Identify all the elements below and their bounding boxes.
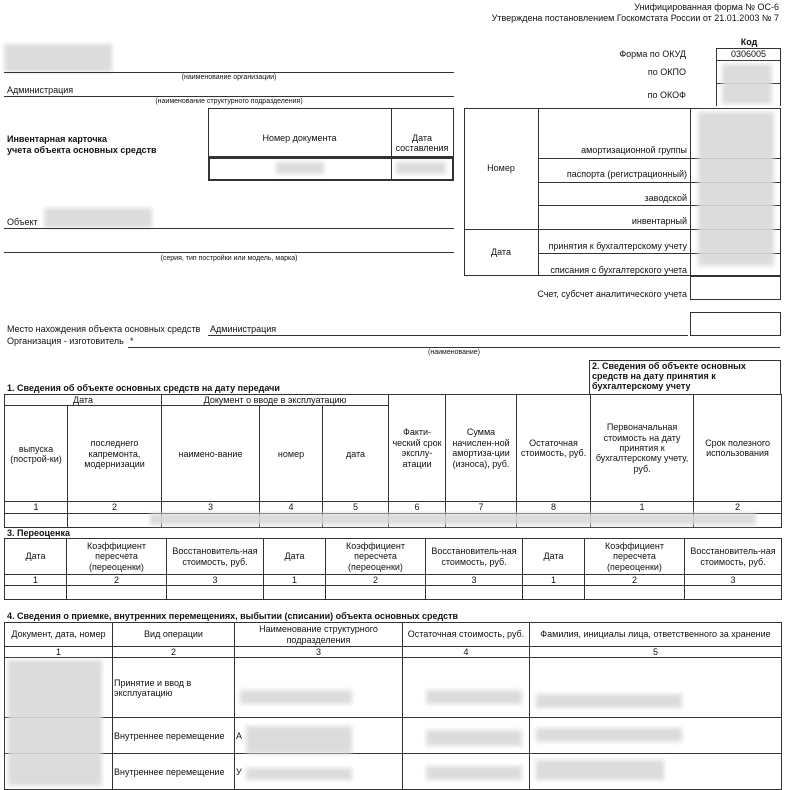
redacted-residual-2 xyxy=(426,730,522,746)
section3-title: 3. Переоценка xyxy=(7,528,70,538)
unit-underline xyxy=(4,96,454,97)
side-account: Счет, субсчет аналитического учета xyxy=(537,289,687,299)
okpo-label: по ОКПО xyxy=(647,67,686,77)
col-num: 4 xyxy=(403,647,530,658)
last-repair-header: последнего капремонта, модернизации xyxy=(68,406,162,502)
col-num: 1 xyxy=(5,647,113,658)
reval-coef-header: Коэффициент пересчета (переоценки) xyxy=(585,539,685,575)
residual-col-header: Остаточная стоимость, руб. xyxy=(403,623,530,647)
data-cell xyxy=(264,586,326,600)
side-writeoff: списания с бухгалтерского учета xyxy=(550,265,687,275)
table-row-unit: У xyxy=(235,754,403,790)
redacted-side-values xyxy=(698,112,774,266)
initial-cost-header: Первоначальная стоимость на дату принятия к бухгалтерскому учету, руб. xyxy=(591,395,694,502)
reval-restored-header: Восстановитель-ная стоимость, руб. xyxy=(685,539,782,575)
redacted-unit-1 xyxy=(240,690,352,704)
col-num: 1 xyxy=(523,575,585,586)
location-value: Администрация xyxy=(210,324,277,334)
col-num: 2 xyxy=(694,502,782,513)
redacted-doc-column xyxy=(8,660,102,786)
data-cell xyxy=(585,586,685,600)
reval-coef-header: Коэффициент пересчета (переоценки) xyxy=(326,539,426,575)
doc-group-header: Документ о вводе в эксплуатацию xyxy=(162,395,389,406)
okof-label: по ОКОФ xyxy=(647,90,686,100)
col-num: 4 xyxy=(260,502,323,513)
section2-top-border xyxy=(589,360,781,361)
col-num: 2 xyxy=(67,575,167,586)
section2-left-border xyxy=(589,360,590,395)
data-cell xyxy=(523,586,585,600)
org-caption: (наименование организации) xyxy=(181,74,277,81)
table-row-residual xyxy=(403,658,530,718)
unit-value: Администрация xyxy=(7,85,74,95)
data-cell xyxy=(5,513,68,527)
col-num: 8 xyxy=(517,502,591,513)
location-underline xyxy=(208,335,688,336)
reval-coef-header: Коэффициент пересчета (переоценки) xyxy=(67,539,167,575)
redacted-person-1 xyxy=(536,694,682,708)
col-num: 2 xyxy=(113,647,235,658)
doc-date-label: Дата составления xyxy=(395,133,449,153)
redacted-object xyxy=(44,208,152,228)
doc-date-header: дата xyxy=(323,406,389,502)
org-underline xyxy=(4,72,454,73)
data-cell xyxy=(68,513,162,527)
reval-date-header: Дата xyxy=(264,539,326,575)
table-row-person xyxy=(530,658,782,718)
redacted-person-3 xyxy=(536,760,664,780)
col-num: 3 xyxy=(162,502,260,513)
doc-number-header: номер xyxy=(260,406,323,502)
redacted-residual-3 xyxy=(426,766,522,780)
side-factory: заводской xyxy=(644,193,687,203)
reval-restored-header: Восстановитель-ная стоимость, руб. xyxy=(167,539,264,575)
location-code-box xyxy=(690,312,781,336)
redacted-doc-number xyxy=(276,162,324,174)
table-row-operation: Принятие и ввод в эксплуатацию xyxy=(113,658,235,718)
col-num: 6 xyxy=(389,502,446,513)
location-label: Место нахождения объекта основных средств xyxy=(7,324,201,334)
section2-right-border xyxy=(780,360,781,395)
col-num: 1 xyxy=(5,502,68,513)
col-num: 2 xyxy=(326,575,426,586)
data-cell xyxy=(67,586,167,600)
reval-restored-header: Восстановитель-ная стоимость, руб. xyxy=(426,539,523,575)
section1-title: 1. Сведения об объекте основных средств на дату передачи xyxy=(7,383,280,393)
account-box xyxy=(690,276,781,300)
doc-number-label: Номер документа xyxy=(262,133,337,143)
date-group-header: Дата xyxy=(5,395,162,406)
side-date-label: Дата xyxy=(491,247,511,257)
section4-title: 4. Сведения о приемке, внутренних перемещениях, выбытии (списании) объекта основных средств xyxy=(7,611,459,621)
form-title: Унифицированная форма № ОС-6 xyxy=(634,2,779,12)
side-codes-divider xyxy=(538,108,539,276)
object-label: Объект xyxy=(7,217,38,227)
maker-underline xyxy=(128,347,780,348)
doc-col-header: Документ, дата, номер xyxy=(5,623,113,647)
redacted-doc-date xyxy=(396,162,446,174)
object-underline-1 xyxy=(4,228,454,229)
side-passport: паспорта (регистрационный) xyxy=(566,169,687,179)
object-underline-2 xyxy=(4,252,454,253)
redacted-unit-2 xyxy=(246,726,352,754)
okud-label: Форма по ОКУД xyxy=(619,49,686,59)
col-num: 3 xyxy=(235,647,403,658)
unit-caption: (наименование структурного подразделения) xyxy=(155,98,303,105)
useful-life-header: Срок полезного использования xyxy=(694,395,782,502)
col-num: 3 xyxy=(685,575,782,586)
table-row-operation: Внутреннее перемещение xyxy=(113,718,235,754)
col-num: 7 xyxy=(446,502,517,513)
actual-term-header: Факти-ческий срок эксплу-атации xyxy=(389,395,446,502)
col-num: 5 xyxy=(323,502,389,513)
col-num: 1 xyxy=(264,575,326,586)
col-num: 1 xyxy=(5,575,67,586)
operation-col-header: Вид операции xyxy=(113,623,235,647)
section1-2-table xyxy=(4,394,782,528)
object-caption: (серия, тип постройки или модель, марка) xyxy=(160,255,298,262)
reval-date-header: Дата xyxy=(523,539,585,575)
maker-value: * xyxy=(130,336,134,346)
data-cell xyxy=(426,586,523,600)
table-row-unit xyxy=(235,658,403,718)
data-cell xyxy=(326,586,426,600)
col-num: 1 xyxy=(591,502,694,513)
okud-value: 0306005 xyxy=(730,49,767,59)
redacted-unit-3 xyxy=(246,768,352,780)
redacted-person-2 xyxy=(536,728,682,742)
card-title-line1: Инвентарная карточка xyxy=(7,134,108,144)
section3-table xyxy=(4,538,782,600)
doc-name-header: наимено-вание xyxy=(162,406,260,502)
amort-sum-header: Сумма начислен-ной амортиза-ции (износа), руб. xyxy=(446,395,517,502)
data-cell xyxy=(685,586,782,600)
side-number-label: Номер xyxy=(487,163,515,173)
side-amort-group: амортизационной группы xyxy=(581,145,687,155)
side-inventory: инвентарный xyxy=(631,216,687,226)
maker-label: Организация - изготовитель xyxy=(7,336,124,346)
col-num: 2 xyxy=(68,502,162,513)
maker-caption: (наименование) xyxy=(428,349,480,356)
person-col-header: Фамилия, инициалы лица, ответственного за хранение xyxy=(530,623,782,647)
data-cell xyxy=(167,586,264,600)
card-title-line2: учета объекта основных средств xyxy=(7,145,157,155)
redacted-section1-values xyxy=(150,513,756,525)
data-cell xyxy=(5,586,67,600)
col-num: 3 xyxy=(167,575,264,586)
redacted-residual-1 xyxy=(426,690,522,704)
unit-col-header: Наименование структурного подразделения xyxy=(235,623,403,647)
side-accept: принятия к бухгалтерскому учету xyxy=(548,241,687,251)
table-row-operation: Внутреннее перемещение xyxy=(113,754,235,790)
col-num: 2 xyxy=(585,575,685,586)
redacted-codes xyxy=(722,64,772,104)
section2-title: 2. Сведения об объекте основных средств на дату принятия к бухгалтерскому учету xyxy=(592,361,746,391)
reval-date-header: Дата xyxy=(5,539,67,575)
redacted-org-name xyxy=(4,44,112,72)
release-header: выпуска (построй-ки) xyxy=(5,406,68,502)
code-label: Код xyxy=(740,37,758,47)
residual-header: Остаточная стоимость, руб. xyxy=(517,395,591,502)
col-num: 5 xyxy=(530,647,782,658)
col-num: 3 xyxy=(426,575,523,586)
approval-note: Утверждена постановлением Госкомстата России от 21.01.2003 № 7 xyxy=(491,13,779,23)
table-row-unit: А xyxy=(235,718,403,754)
side-codes-value-divider xyxy=(690,108,691,276)
